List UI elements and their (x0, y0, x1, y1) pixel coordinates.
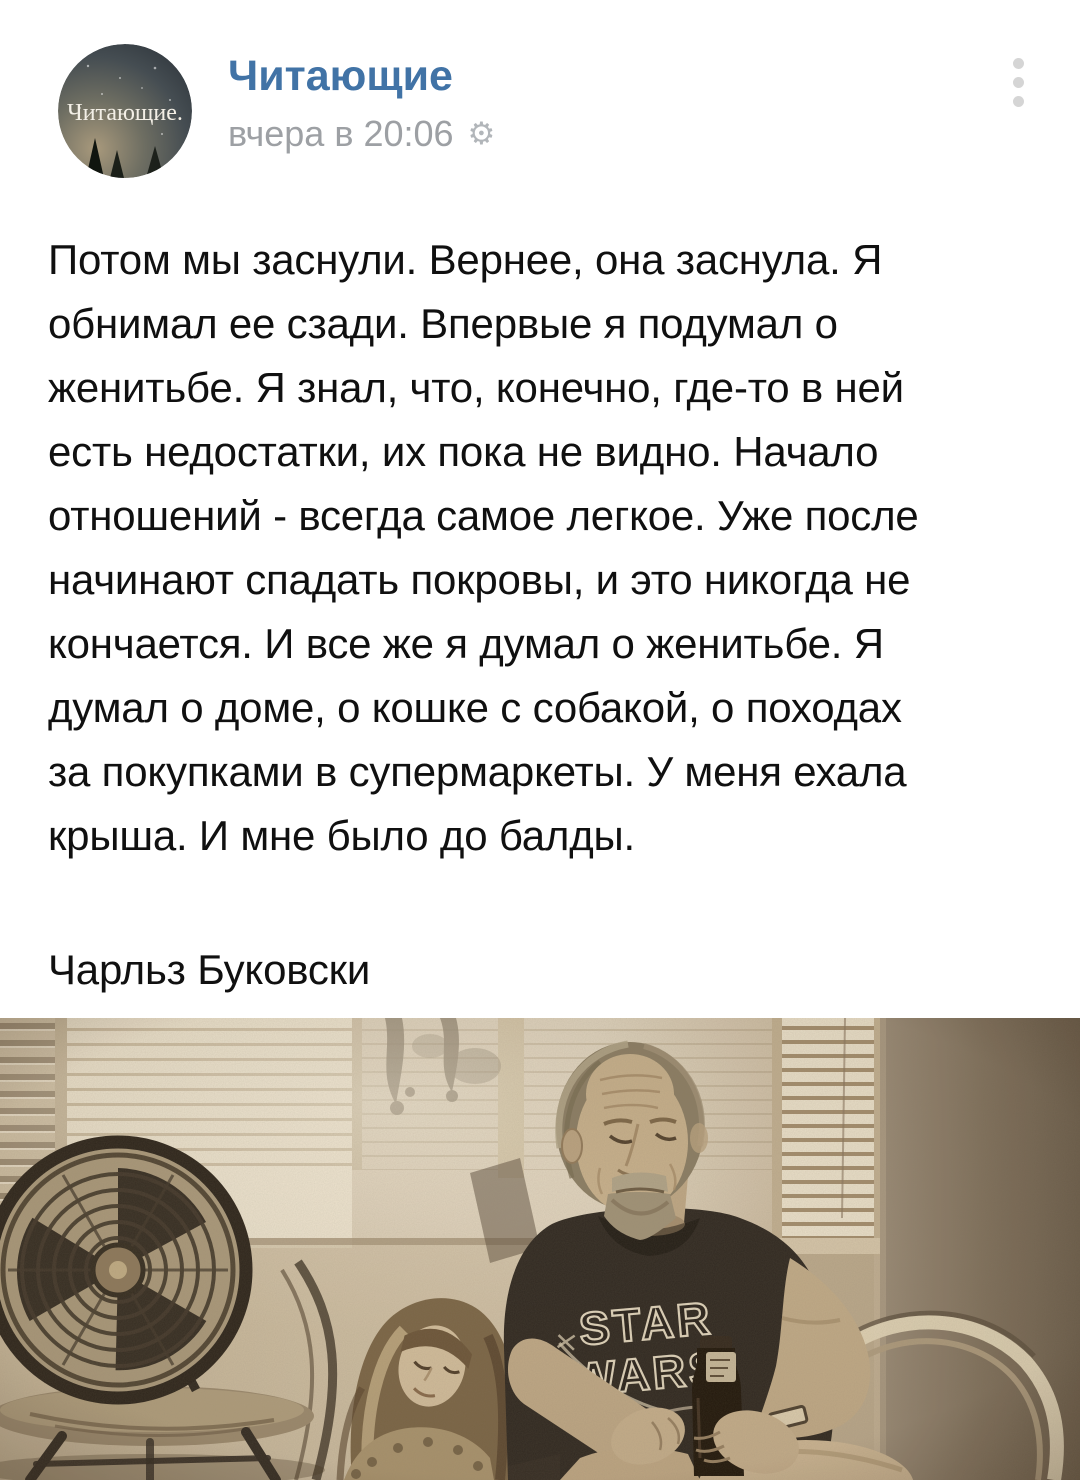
timestamp-row (228, 113, 495, 155)
kebab-menu-icon[interactable] (1013, 44, 1036, 107)
gear-icon: ⚙ (467, 115, 496, 152)
post-text-line: Потом мы заснули. Вернее, она заснула. Я (48, 236, 883, 283)
kebab-dot (1013, 77, 1024, 88)
bukowski-photo-illustration (0, 1018, 1080, 1480)
kebab-dot (1013, 58, 1024, 69)
post-timestamp[interactable]: вчера в 20:06 (228, 113, 454, 155)
post-attribution: Чарльз Буковски (48, 946, 371, 993)
post-text-line: обнимал ее сзади. Впервые я подумал о (48, 300, 838, 347)
sepia-cast (0, 1018, 1080, 1480)
post-text-line: женитьбе. Я знал, что, конечно, где-то в ней (48, 364, 904, 411)
post-text-line: кончается. И все же я думал о женитьбе. Я (48, 620, 884, 667)
header-text (228, 44, 495, 155)
avatar-night-sky-image (58, 44, 192, 178)
post-text-line: за покупками в супермаркеты. У меня ехала (48, 748, 907, 795)
post-text-line: есть недостатки, их пока не видно. Начало (48, 428, 879, 475)
post-text-line: думал о доме, о кошке с собакой, о походах (48, 684, 902, 731)
post-text-line: начинают спадать покровы, и это никогда не (48, 556, 911, 603)
group-name-link[interactable]: Читающие (228, 52, 453, 100)
post-text-line: отношений - всегда самое легкое. Уже после (48, 492, 919, 539)
post-header (0, 0, 1080, 178)
kebab-dot (1013, 96, 1024, 107)
post-text-line: крыша. И мне было до балды. (48, 812, 635, 859)
avatar[interactable] (58, 44, 192, 178)
avatar-text: Читающие. (67, 100, 183, 126)
post-text (0, 178, 1080, 1002)
post-photo[interactable] (0, 1018, 1080, 1480)
